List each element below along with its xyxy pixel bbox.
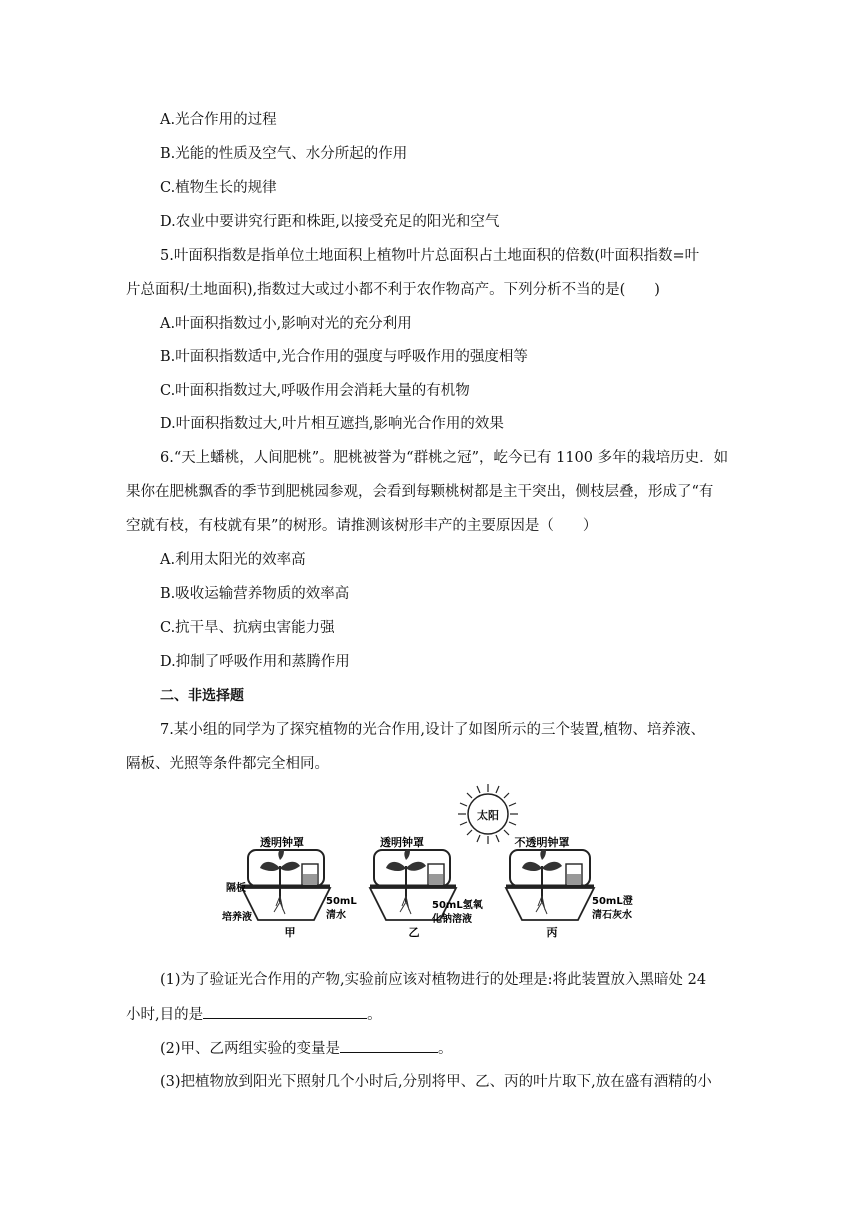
apparatus-bing — [506, 835, 633, 939]
water-label-2: 清水 — [326, 910, 346, 921]
q4-option-d: D.农业中要讲究行距和株距,以接受充足的阳光和空气 — [160, 214, 500, 230]
q5-option-a: A.叶面积指数过小,影响对光的充分利用 — [160, 316, 412, 332]
sub2-prefix: (2)甲、乙两组实验的变量是 — [160, 1041, 341, 1057]
q6-option-c: C.抗干旱、抗病虫害能力强 — [160, 620, 335, 636]
apparatus-c-name: 丙 — [546, 926, 558, 939]
q5-option-b: B.叶面积指数适中,光合作用的强度与呼吸作用的强度相等 — [160, 349, 528, 365]
sub2-suffix: 。 — [438, 1041, 453, 1057]
apparatus-a-name: 甲 — [284, 926, 296, 939]
apparatus-yi — [370, 835, 484, 939]
q6-stem-line2: 果你在肥桃飘香的季节到肥桃园参观，会看到每颗桃树都是主干突出，侧枝层叠，形成了“有 — [126, 484, 714, 500]
sun-label: 太阳 — [477, 809, 499, 822]
q7-stem-line2: 隔板、光照等条件都完全相同。 — [126, 756, 329, 772]
q6-stem-line1: 6.“天上蟠桃，人间肥桃”。肥桃被誉为“群桃之冠”，屹今已有 1100 多年的栽培历史．如 — [160, 450, 729, 466]
section-title: 二、非选择题 — [160, 688, 244, 704]
q5-option-c: C.叶面积指数过大,呼吸作用会消耗大量的有机物 — [160, 383, 470, 399]
lime-label-1: 50mL澄 — [592, 896, 633, 907]
partition-label: 隔板 — [226, 883, 246, 894]
jar-a-label: 透明钟罩 — [260, 836, 304, 849]
naoh-label-2: 化钠溶液 — [432, 914, 472, 925]
q4-option-a: A.光合作用的过程 — [160, 112, 277, 128]
sub1-prefix: 小时,目的是 — [126, 1007, 204, 1023]
lime-label-2: 清石灰水 — [592, 910, 632, 921]
sub1-suffix: 。 — [367, 1007, 382, 1023]
answer-blank-2[interactable] — [340, 1038, 438, 1053]
q5-stem-line1: 5.叶面积指数是指单位土地面积上植物叶片总面积占土地面积的倍数(叶面积指数=叶 — [160, 248, 700, 264]
q5-stem-line2: 片总面积/土地面积),指数过大或过小都不利于农作物高产。下列分析不当的是( ) — [126, 282, 660, 298]
jar-c-label: 不透明钟罩 — [514, 836, 570, 849]
jar-b-label: 透明钟罩 — [380, 836, 424, 849]
apparatus-jia — [222, 835, 357, 939]
sub3-line1: (3)把植物放到阳光下照射几个小时后,分别将甲、乙、丙的叶片取下,放在盛有酒精的小 — [160, 1074, 712, 1090]
q4-option-b: B.光能的性质及空气、水分所起的作用 — [160, 146, 408, 162]
naoh-label-1: 50mL氢氧 — [432, 900, 483, 911]
experiment-diagram — [222, 784, 652, 944]
q6-option-a: A.利用太阳光的效率高 — [160, 552, 306, 568]
q7-stem-line1: 7.某小组的同学为了探究植物的光合作用,设计了如图所示的三个装置,植物、培养液、 — [160, 722, 706, 738]
q6-option-d: D.抑制了呼吸作用和蒸腾作用 — [160, 654, 350, 670]
sub1-line1: (1)为了验证光合作用的产物,实验前应该对植物进行的处理是:将此装置放入黑暗处 24 — [160, 972, 707, 988]
q6-stem-line3: 空就有枝，有枝就有果”的树形。请推测该树形丰产的主要原因是（ ） — [126, 518, 598, 534]
q5-option-d: D.叶面积指数过大,叶片相互遮挡,影响光合作用的效果 — [160, 416, 504, 432]
water-label-1: 50mL — [326, 896, 357, 907]
q6-option-b: B.吸收运输营养物质的效率高 — [160, 586, 350, 602]
apparatus-b-name: 乙 — [408, 926, 420, 939]
sub1-line2 — [126, 1004, 382, 1025]
answer-blank-1[interactable] — [203, 1004, 367, 1019]
medium-label: 培养液 — [222, 912, 252, 923]
q4-option-c: C.植物生长的规律 — [160, 180, 277, 196]
sun-icon — [458, 784, 518, 844]
sub2-line — [160, 1038, 453, 1059]
